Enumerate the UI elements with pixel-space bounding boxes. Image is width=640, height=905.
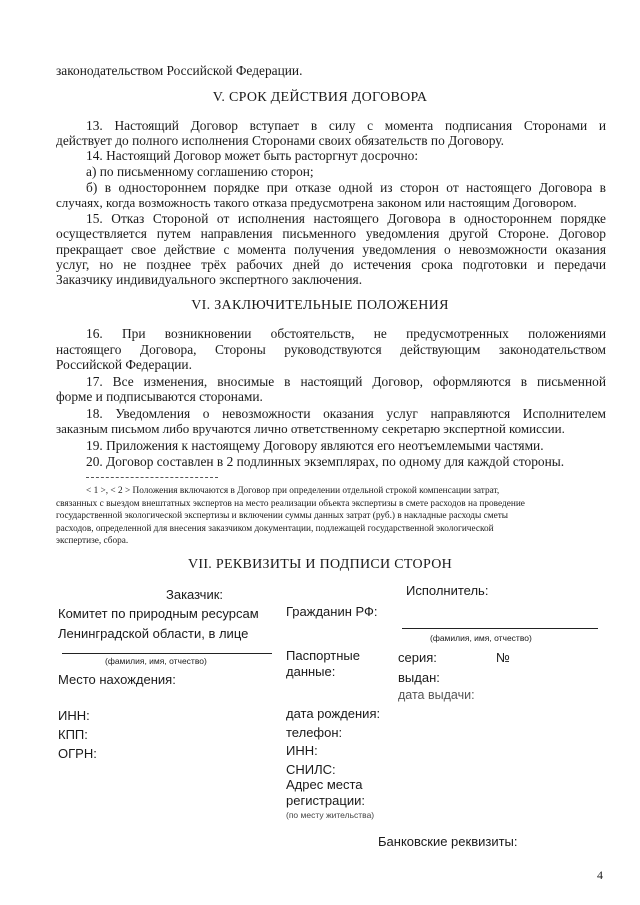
executor-inn-label: ИНН:: [286, 743, 318, 758]
customer-fio-caption: (фамилия, имя, отчество): [105, 656, 207, 666]
section-5-heading: V. СРОК ДЕЙСТВИЯ ДОГОВОРА: [212, 90, 428, 105]
executor-title: Исполнитель:: [406, 583, 489, 598]
clause-16-line-3: Российской Федерации.: [56, 357, 192, 372]
executor-passport-label-1: Паспортные: [286, 648, 360, 663]
executor-series-label: серия:: [398, 650, 437, 665]
executor-address-label-2: регистрации:: [286, 793, 365, 808]
customer-inn-label: ИНН:: [58, 708, 90, 723]
clause-13-line-2: действует до полного исполнения Сторонами своих обязательств по Договору.: [56, 133, 504, 148]
clause-19: 19. Приложения к настоящему Договору являются его неотъемлемыми частями.: [86, 438, 544, 453]
customer-org-line-1: Комитет по природным ресурсам: [58, 606, 259, 621]
executor-address-caption: (по месту жительства): [286, 810, 375, 820]
executor-snils-label: СНИЛС:: [286, 762, 336, 777]
executor-birth-date-label: дата рождения:: [286, 706, 381, 721]
clause-17-line-2: форме и подписываются сторонами.: [56, 389, 263, 404]
customer-title: Заказчик:: [166, 587, 224, 602]
clause-18-line-2: заказным письмом либо вручаются лично ответственному секретарю экспертной комиссии.: [56, 421, 565, 436]
clause-16-line-1: 16. При возникновении обстоятельств, не предусмотренных положениями: [86, 326, 606, 341]
clause-16-line-2: настоящего Договора, Стороны руководствуются действующим законодательством: [56, 342, 606, 357]
executor-number-label: №: [496, 650, 510, 665]
executor-bank-label: Банковские реквизиты:: [378, 834, 518, 849]
clause-13-line-1: 13. Настоящий Договор вступает в силу с момента подписания Сторонами и: [86, 118, 606, 133]
customer-location-label: Место нахождения:: [58, 672, 176, 687]
clause-14-b-line-1: б) в одностороннем порядке при отказе одной из сторон от настоящего Договора в: [86, 180, 606, 195]
customer-ogrn-label: ОГРН:: [58, 746, 97, 761]
executor-fio-caption: (фамилия, имя, отчество): [430, 633, 532, 643]
executor-citizen-label: Гражданин РФ:: [286, 604, 378, 619]
executor-issued-label: выдан:: [398, 670, 440, 685]
customer-kpp-label: КПП:: [58, 727, 88, 742]
clause-15-line-4: услуг, но не позднее трёх рабочих дней до истечения срока подготовки и передачи: [56, 257, 606, 272]
clause-18-line-1: 18. Уведомления о невозможности оказания услуг направляются Исполнителем: [86, 406, 606, 421]
clause-20: 20. Договор составлен в 2 подлинных экземплярах, по одному для каждой стороны.: [86, 454, 565, 469]
executor-address-label-1: Адрес места: [286, 777, 363, 792]
executor-phone-label: телефон:: [286, 725, 343, 740]
footnote-line-1: < 1 >, < 2 > Положения включаются в Договор при определении отдельной строкой компенсации затрат,: [86, 486, 500, 496]
clause-17-line-1: 17. Все изменения, вносимые в настоящий Договор, оформляются в письменной: [86, 374, 606, 389]
clause-14-b-line-2: случаях, когда возможность такого отказа предусмотрена законом или настоящим Договором.: [56, 195, 577, 210]
footnote-line-5: экспертизе, сбора.: [56, 536, 129, 546]
clause-14-a: а) по письменному соглашению сторон;: [86, 164, 314, 179]
footnote-separator: [86, 477, 218, 478]
footnote-line-3: государственной экологической экспертизы и включении суммы данных затрат (руб.) в накладные расходы сметы: [56, 511, 509, 521]
clause-15-line-5: Заказчику индивидуального экспертного заключения.: [56, 272, 363, 287]
customer-org-line-2: Ленинградской области, в лице: [58, 626, 249, 641]
footnote-line-2: связанных с выездом внештатных экспертов на место реализации объекта экспертизы в смете расходов на проведение: [56, 499, 525, 509]
section-7-heading: VII. РЕКВИЗИТЫ И ПОДПИСИ СТОРОН: [187, 557, 453, 572]
clause-14: 14. Настоящий Договор может быть расторгнут досрочно:: [86, 148, 419, 163]
clause-15-line-2: осуществляется путем направления письменного уведомления другой Стороне. Договор: [56, 226, 606, 241]
carry-over-line: законодательством Российской Федерации.: [56, 63, 303, 78]
section-6-heading: VI. ЗАКЛЮЧИТЕЛЬНЫЕ ПОЛОЖЕНИЯ: [191, 298, 449, 313]
executor-fio-line: [402, 628, 598, 629]
executor-issue-date-label: дата выдачи:: [398, 688, 475, 702]
footnote-line-4: расходов, определенной для внесения заказчиком документации, подлежащей государственной экологической: [56, 524, 494, 534]
page-number: 4: [597, 868, 603, 882]
clause-15-line-1: 15. Отказ Стороной от исполнения настоящего Договора в одностороннем порядке: [86, 211, 606, 226]
executor-passport-label-2: данные:: [286, 664, 336, 679]
clause-15-line-3: прекращает свое действие с момента получения уведомления о невозможности оказания: [56, 242, 606, 257]
customer-fio-line: [62, 653, 272, 654]
